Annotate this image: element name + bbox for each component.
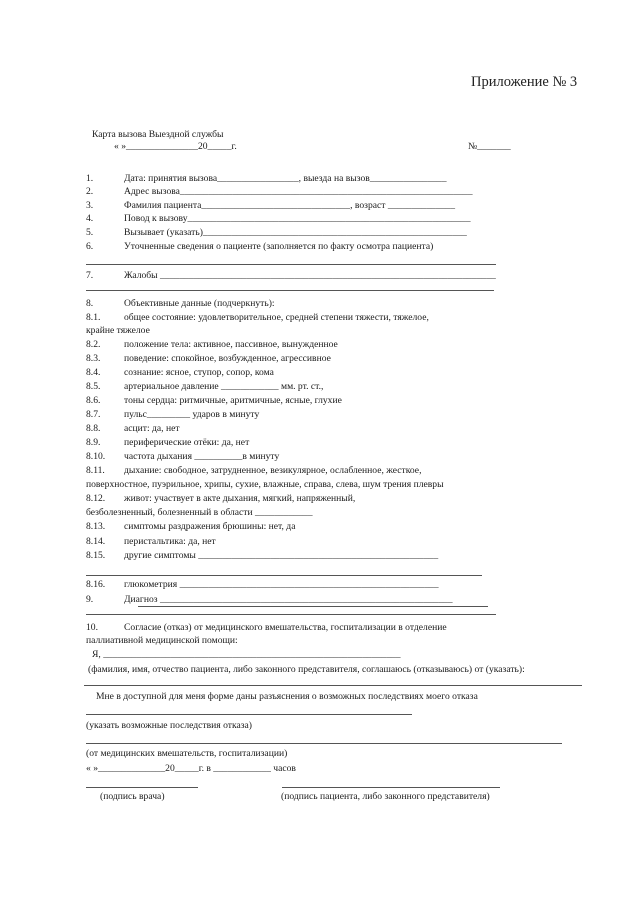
item-text: сознание: ясное, ступор, сопор, кома (124, 367, 274, 378)
item-number: 8.2. (86, 339, 101, 350)
item-text: перистальтика: да, нет (124, 536, 216, 547)
item-text: частота дыхания __________в минуту (124, 451, 280, 462)
item-number: 8.3. (86, 353, 101, 364)
item-number: 3. (86, 200, 94, 211)
blank-line (86, 614, 496, 615)
item-number: 8.16. (86, 579, 106, 590)
item-number: 8.15. (86, 550, 106, 561)
item-text: другие симптомы __________________________________________________ (124, 550, 439, 561)
interventions-hint: (от медицинских вмешательств, госпитализации) (86, 748, 288, 759)
item-text: Адрес вызова_____________________________________________________________ (124, 186, 473, 197)
patient-signature-label: (подпись пациента, либо законного представителя) (281, 791, 490, 802)
item-text: дыхание: свободное, затрудненное, везикулярное, ослабленное, жесткое, (124, 465, 422, 476)
blank-line (86, 714, 412, 715)
explained-text: Мне в доступной для меня форме даны разъяснения о возможных последствиях моего отказа (96, 691, 478, 702)
item-text: Диагноз _____________________________________________________________ (124, 594, 453, 605)
item-text: общее состояние: удовлетворительное, средней степени тяжести, тяжелое, (124, 312, 429, 323)
item-text: Дата: принятия вызова_________________, выезда на вызов________________ (124, 173, 447, 184)
item-number: 8.9. (86, 437, 101, 448)
item-text: артериальное давление ____________ мм. рт. ст., (124, 381, 324, 392)
item-number: 7. (86, 270, 94, 281)
item-text: Фамилия пациента_______________________________, возраст ______________ (124, 200, 456, 211)
consent-text-1: Согласие (отказ) от медицинского вмешательства, госпитализации в отделение (124, 622, 447, 633)
item-number: 8.1. (86, 312, 101, 323)
item-text: Повод к вызову___________________________________________________________ (124, 213, 471, 224)
item-number: 1. (86, 173, 94, 184)
item-number: 8.6. (86, 395, 101, 406)
consent-text-2: паллиативной медицинской помощи: (86, 635, 238, 646)
item-number: 9. (86, 594, 94, 605)
consequences-hint: (указать возможные последствия отказа) (86, 720, 252, 731)
doctor-signature-label: (подпись врача) (100, 791, 165, 802)
item-text: симптомы раздражения брюшины: нет, да (124, 521, 296, 532)
fio-hint: (фамилия, имя, отчество пациента, либо законного представителя, соглашаюсь (отказываюсь) от (указать): (88, 664, 525, 675)
blank-line (86, 575, 482, 576)
consent-date-line: « »______________20_____г. в ____________ часов (86, 763, 296, 774)
patient-signature-line (282, 787, 500, 788)
item-number: 6. (86, 241, 94, 252)
item-number: 8.14. (86, 536, 106, 547)
item-number: 8.7. (86, 409, 101, 420)
consent-name-field[interactable]: Я, ______________________________________________________________ (92, 649, 401, 660)
item-number: 8.10. (86, 451, 106, 462)
blank-line (86, 264, 496, 265)
item-text: Объективные данные (подчеркнуть): (124, 298, 275, 309)
item-number: 8.13. (86, 521, 106, 532)
item-number: 5. (86, 227, 94, 238)
item-text: крайне тяжелое (86, 325, 150, 336)
item-text: Вызывает (указать)_______________________________________________________ (124, 227, 467, 238)
item-number: 8.11. (86, 465, 105, 476)
item-text: положение тела: активное, пассивное, вынужденное (124, 339, 338, 350)
item-text: тоны сердца: ритмичные, аритмичные, ясные, глухие (124, 395, 342, 406)
item-number: 4. (86, 213, 94, 224)
blank-line (86, 743, 562, 744)
item-number: 8.8. (86, 423, 101, 434)
item-text: Жалобы ______________________________________________________________________ (124, 270, 496, 281)
item-text: поведение: спокойное, возбужденное, агрессивное (124, 353, 331, 364)
blank-line (86, 290, 494, 291)
card-number: №_______ (468, 141, 511, 152)
item-text: безболезненный, болезненный в области ____________ (86, 507, 313, 518)
doctor-signature-line (86, 787, 198, 788)
card-title: Карта вызова Выездной службы (92, 129, 224, 140)
item-number: 8.12. (86, 493, 106, 504)
blank-line (138, 606, 488, 607)
item-text: асцит: да, нет (124, 423, 180, 434)
item-text: Уточненные сведения о пациенте (заполняется по факту осмотра пациента) (124, 241, 434, 252)
item-text: периферические отёки: да, нет (124, 437, 250, 448)
item-text: глюкометрия ______________________________________________________ (124, 579, 439, 590)
card-date-line: « »_______________20_____г. (114, 141, 237, 152)
item-text: поверхностное, пуэрильное, хрипы, сухие, влажные, справа, слева, шум трения плевры (86, 479, 444, 490)
item-number: 8.4. (86, 367, 101, 378)
consent-number: 10. (86, 622, 98, 633)
item-number: 8. (86, 298, 94, 309)
item-number: 8.5. (86, 381, 101, 392)
appendix-label: Приложение № 3 (471, 74, 578, 90)
item-text: живот: участвует в акте дыхания, мягкий, напряженный, (124, 493, 356, 504)
item-text: пульс_________ ударов в минуту (124, 409, 260, 420)
item-number: 2. (86, 186, 94, 197)
blank-line (84, 685, 582, 686)
